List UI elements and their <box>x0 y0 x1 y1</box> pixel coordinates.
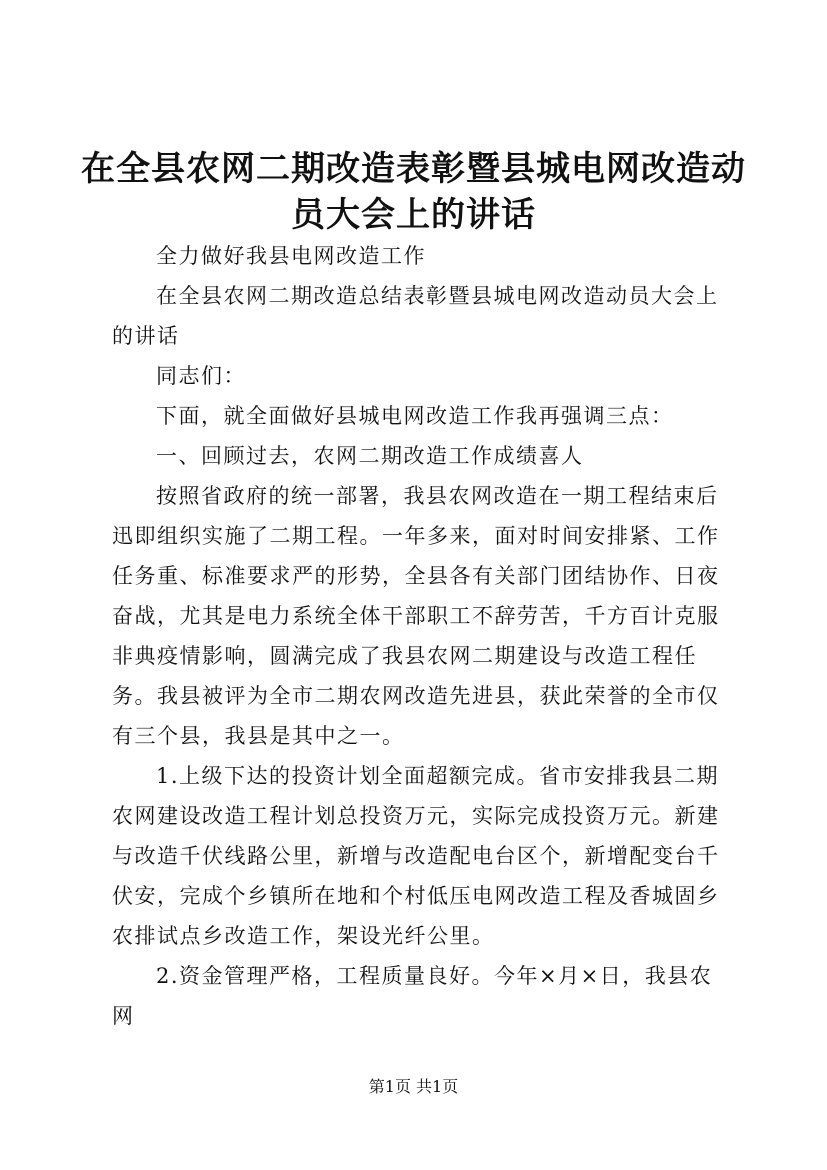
paragraph-review: 按照省政府的统一部署，我县农网改造在一期工程结束后迅即组织实施了二期工程。一年多来，面对时间安排紧、工作任务重、标准要求严的形势，全县各有关部门团结协作、日夜奋战，尤其是电力系统全体干部职工不辞劳苦，千方百计克服非典疫情影响，圆满完成了我县农网二期建设与改造工程任务。我县被评为全市二期农网改造先进县，获此荣誉的全市仅有三个县，我县是其中之一。 <box>112 484 720 748</box>
document-body <box>112 236 734 1036</box>
paragraph-intro: 下面，就全面做好县城电网改造工作我再强调三点： <box>156 404 674 428</box>
paragraph-speech-title: 在全县农网二期改造总结表彰暨县城电网改造动员大会上的讲话 <box>112 284 719 348</box>
paragraph-point-1: 1.上级下达的投资计划全面超额完成。省市安排我县二期农网建设改造工程计划总投资万元，实际完成投资万元。新建与改造千伏线路公里，新增与改造配电台区个，新增配变台千伏安，完成个乡镇所在地和个村低压电网改造工程及香城固乡农排试点乡改造工作，架设光纤公里。 <box>112 764 720 948</box>
page-footer: 第1页 共1页 <box>368 1077 459 1096</box>
document-title: 在全县农网二期改造表彰暨县城电网改造动员大会上的讲话 <box>81 149 746 235</box>
paragraph-point-2: 2.资金管理严格，工程质量良好。今年×月×日，我县农网 <box>112 964 713 1028</box>
paragraph-subtitle: 全力做好我县电网改造工作 <box>156 244 426 268</box>
paragraph-salutation: 同志们： <box>156 364 246 388</box>
section-heading-1: 一、回顾过去，农网二期改造工作成绩喜人 <box>156 444 584 468</box>
